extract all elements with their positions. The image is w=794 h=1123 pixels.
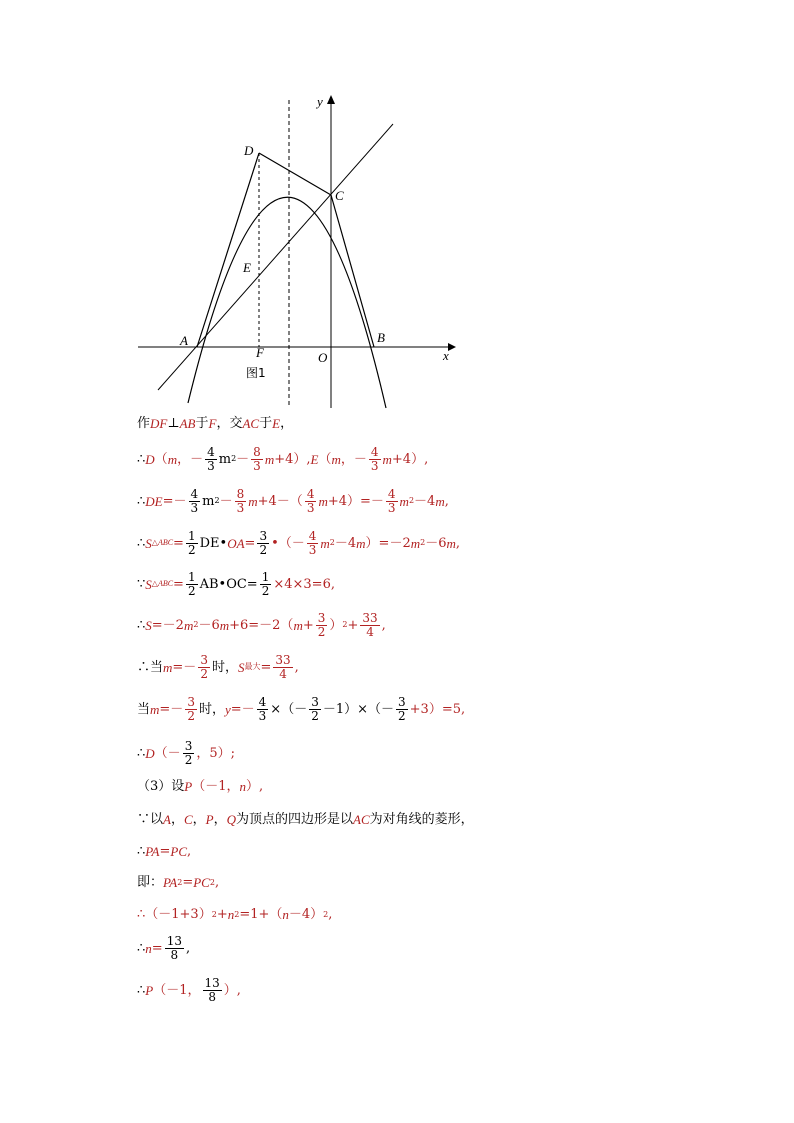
exponent: 2	[420, 538, 426, 548]
therefore-symbol: ∴	[137, 982, 146, 998]
text: =－	[162, 493, 187, 509]
text: +4）,	[274, 451, 311, 467]
var: m	[435, 493, 445, 509]
var: m	[446, 535, 456, 551]
exponent: 2	[193, 620, 199, 630]
exponent: 2	[214, 496, 220, 506]
fraction	[360, 612, 379, 638]
var: S	[145, 617, 152, 633]
numerator: 3	[187, 695, 195, 709]
var: E	[272, 416, 281, 431]
fraction	[273, 654, 292, 680]
var: n	[239, 779, 247, 794]
text: （－1，	[153, 982, 201, 998]
segment-ad	[197, 153, 259, 347]
text: =－	[159, 701, 184, 717]
text: 于	[259, 416, 273, 431]
fraction	[316, 612, 328, 638]
triangle: △	[151, 538, 158, 548]
var: m	[320, 535, 330, 551]
numerator: 1	[261, 570, 270, 584]
label-f: F	[256, 345, 264, 360]
numerator: 33	[362, 611, 378, 625]
text: ）,	[246, 779, 264, 794]
text: ×（－	[270, 701, 308, 717]
exponent: 2	[323, 909, 329, 919]
var: A	[163, 812, 171, 827]
numerator: 3	[317, 611, 326, 625]
text: ∴（－1+3）	[137, 907, 212, 922]
denominator: 8	[170, 947, 179, 962]
text: AB•OC=	[199, 576, 258, 592]
segment-cb	[331, 195, 374, 347]
text: －4）	[288, 907, 324, 922]
text: +4）=－	[327, 493, 384, 509]
text: +	[302, 617, 314, 633]
denominator: 2	[259, 542, 268, 557]
text: ,	[455, 535, 461, 551]
text: 当	[137, 701, 151, 717]
denominator: 2	[311, 708, 319, 723]
text: （	[154, 451, 168, 467]
fraction	[165, 935, 184, 961]
text: ，－	[177, 451, 204, 467]
denominator: 3	[308, 542, 317, 557]
text: =	[151, 940, 163, 956]
label-e: E	[243, 260, 251, 275]
var: m	[356, 535, 366, 551]
fraction	[260, 571, 272, 597]
denominator: 2	[200, 666, 208, 681]
text: ,	[214, 875, 220, 890]
text: ，	[280, 416, 294, 431]
numerator: 3	[184, 739, 193, 753]
label-d: D	[244, 143, 254, 158]
text: （3）设	[137, 779, 185, 794]
text: ，	[170, 812, 184, 827]
text: ，	[192, 812, 206, 827]
text: ，5）;	[196, 745, 235, 761]
solution-line-5	[137, 571, 335, 597]
because-symbol: ∵	[137, 576, 146, 592]
therefore-symbol: ∴	[137, 535, 146, 551]
denominator: 3	[370, 458, 379, 473]
var: m	[183, 617, 194, 633]
figure-caption: 图1	[246, 366, 266, 380]
text: m	[218, 451, 232, 467]
text: DE•	[199, 535, 228, 551]
subscript: 最大	[244, 662, 261, 672]
line-ac	[158, 124, 393, 390]
var: S	[145, 535, 152, 551]
solution-line-8	[137, 696, 465, 722]
text: =	[260, 659, 272, 675]
numerator: 3	[259, 529, 268, 543]
solution-line-14	[137, 908, 332, 921]
text: （－1，	[192, 779, 240, 794]
var: m	[248, 493, 258, 509]
numerator: 4	[306, 487, 315, 501]
text: ⊥	[167, 416, 180, 431]
text: =	[244, 535, 256, 551]
text: ,	[444, 493, 449, 509]
text: 为顶点的四边形是以	[236, 812, 354, 827]
text: =	[173, 576, 184, 592]
var: DE	[145, 493, 163, 509]
text: ∴当	[137, 659, 164, 675]
numerator: 8	[253, 445, 261, 459]
var: y	[224, 701, 231, 717]
var: m	[399, 493, 409, 509]
fraction	[205, 446, 217, 472]
y-axis-arrow	[327, 95, 335, 104]
var: OA	[227, 535, 245, 551]
text: +	[347, 617, 359, 633]
denominator: 2	[187, 542, 196, 557]
fraction	[186, 571, 198, 597]
var: m	[219, 617, 230, 633]
solution-line-13	[137, 876, 219, 889]
var: S	[145, 576, 152, 592]
numerator: 4	[308, 529, 317, 543]
fraction	[386, 488, 398, 514]
var: m	[150, 701, 160, 717]
var: P	[145, 982, 154, 998]
text: （	[318, 451, 332, 467]
fraction	[309, 696, 321, 722]
therefore-symbol: ∴	[137, 844, 146, 859]
var: m	[410, 535, 421, 551]
denominator: 2	[187, 708, 195, 723]
var: m	[293, 617, 303, 633]
text: ×4×3=6,	[273, 576, 335, 592]
var: m	[264, 451, 275, 467]
solution-line-16	[137, 977, 241, 1003]
solution-line-12	[137, 845, 191, 858]
text: 于	[195, 416, 209, 431]
label-a: A	[180, 333, 188, 348]
text: ,	[294, 659, 299, 675]
x-axis-arrow	[448, 343, 456, 351]
var: n	[227, 907, 235, 922]
denominator: 3	[306, 500, 315, 515]
parabola-figure	[130, 90, 470, 410]
denominator: 3	[207, 458, 215, 473]
text: =－	[230, 701, 255, 717]
denominator: 3	[253, 458, 261, 473]
var: S	[237, 659, 245, 675]
var: n	[145, 940, 152, 956]
var: n	[282, 907, 289, 922]
numerator: 33	[275, 653, 291, 667]
var: AC	[353, 812, 370, 827]
var: m	[163, 659, 173, 675]
var: AC	[242, 416, 260, 431]
text: －	[236, 451, 250, 467]
text: ∵以	[137, 812, 164, 827]
text: －4	[414, 493, 436, 509]
numerator: 3	[311, 695, 319, 709]
numerator: 13	[204, 976, 220, 990]
label-c: C	[335, 188, 344, 203]
subscript-var: ABC	[157, 538, 174, 548]
text: －4	[334, 535, 357, 551]
exponent: 2	[234, 909, 240, 919]
label-o: O	[318, 350, 328, 365]
text: ,	[381, 617, 386, 633]
var: m	[331, 451, 341, 467]
text: ，－	[340, 451, 367, 467]
label-b: B	[377, 330, 385, 345]
text: ,	[185, 940, 191, 956]
denominator: 2	[184, 752, 193, 767]
text: 作	[137, 416, 151, 431]
var: P	[184, 779, 193, 794]
fraction	[198, 654, 210, 680]
denominator: 3	[190, 500, 199, 515]
var: m	[167, 451, 178, 467]
solution-line-3	[137, 488, 449, 514]
text: ,	[328, 907, 333, 922]
numerator: 4	[190, 487, 199, 501]
triangle: △	[151, 579, 158, 589]
therefore-symbol: ∴	[137, 940, 146, 956]
fraction	[189, 488, 201, 514]
var: PC	[170, 844, 188, 859]
fraction	[251, 446, 263, 472]
var: m	[318, 493, 328, 509]
numerator: 4	[387, 487, 396, 501]
denominator: 2	[317, 624, 326, 639]
text: 时，	[211, 659, 238, 675]
exponent: 2	[211, 909, 217, 919]
numerator: 1	[187, 570, 196, 584]
solution-line-6	[137, 612, 386, 638]
text: －1）×（－	[322, 701, 395, 717]
denominator: 3	[387, 500, 396, 515]
therefore-symbol: ∴	[137, 745, 146, 761]
parabola-curve	[188, 197, 386, 408]
denominator: 3	[236, 500, 245, 515]
var: D	[145, 451, 155, 467]
text: +	[216, 907, 228, 922]
text: +3）=5,	[409, 701, 466, 717]
text: =	[159, 844, 171, 859]
var: DF	[150, 416, 168, 431]
solution-line-15	[137, 935, 190, 961]
numerator: 3	[398, 695, 406, 709]
var: F	[208, 416, 217, 431]
text: －6	[198, 617, 220, 633]
text: m	[202, 493, 215, 509]
fraction	[235, 488, 247, 514]
solution-line-4	[137, 530, 460, 556]
solution-line-2	[137, 446, 428, 472]
solution-line-11	[137, 813, 474, 826]
var: PA	[163, 875, 178, 890]
text: ）,	[223, 982, 241, 998]
numerator: 4	[207, 445, 215, 459]
label-x: x	[443, 348, 449, 363]
text: =－2	[151, 617, 184, 633]
exponent: 2	[329, 538, 335, 548]
numerator: 4	[258, 695, 267, 709]
denominator: 4	[279, 666, 287, 681]
exponent: 2	[342, 620, 348, 630]
text: +4－（	[257, 493, 303, 509]
subscript	[152, 539, 173, 547]
solution-line-9	[137, 740, 235, 766]
text: ，	[213, 812, 227, 827]
text: =	[173, 535, 184, 551]
text: ,	[187, 844, 192, 859]
exponent: 2	[209, 877, 215, 887]
text: －6	[425, 535, 447, 551]
fraction	[183, 740, 195, 766]
text: =	[182, 875, 194, 890]
fraction	[307, 530, 319, 556]
exponent: 2	[177, 877, 183, 887]
denominator: 2	[398, 708, 406, 723]
denominator: 4	[366, 624, 374, 639]
text: 为对角线的菱形，	[369, 812, 474, 827]
segment-dc	[259, 153, 331, 195]
numerator: 4	[370, 445, 379, 459]
solution-line-10	[137, 780, 263, 793]
fraction	[203, 977, 222, 1003]
text: －	[219, 493, 233, 509]
denominator: 2	[261, 583, 270, 598]
numerator: 13	[166, 934, 182, 948]
numerator: 3	[200, 653, 208, 667]
fraction	[185, 696, 197, 722]
exponent: 2	[408, 496, 415, 506]
var: m	[382, 451, 392, 467]
subscript-var: ABC	[157, 579, 174, 589]
fraction	[257, 530, 269, 556]
text: ）=－2	[365, 535, 411, 551]
text: +6=－2（	[229, 617, 294, 633]
numerator: 8	[236, 487, 245, 501]
therefore-symbol: ∴	[137, 493, 146, 509]
var: D	[145, 745, 155, 761]
fraction	[186, 530, 198, 556]
fraction	[305, 488, 317, 514]
var: E	[310, 451, 319, 467]
fraction	[369, 446, 381, 472]
therefore-symbol: ∴	[137, 617, 146, 633]
var: Q	[226, 812, 237, 827]
var: PA	[145, 844, 160, 859]
text: =－	[172, 659, 197, 675]
text: ）	[329, 617, 343, 633]
solution-line-1	[137, 417, 293, 430]
text: （－	[154, 745, 181, 761]
denominator: 8	[208, 989, 216, 1004]
exponent: 2	[231, 454, 237, 464]
var: AB	[179, 416, 196, 431]
therefore-symbol: ∴	[137, 451, 146, 467]
numerator: 1	[187, 529, 196, 543]
label-y: y	[317, 94, 323, 109]
text: 时，	[198, 701, 225, 717]
text: +4）,	[391, 451, 429, 467]
solution-line-7	[137, 654, 299, 680]
var: C	[183, 812, 193, 827]
fraction	[257, 696, 269, 722]
fraction	[396, 696, 408, 722]
text: •（－	[271, 535, 305, 551]
text: =1+（	[239, 907, 283, 922]
denominator: 3	[258, 708, 267, 723]
text: ，交	[216, 416, 243, 431]
var: P	[205, 812, 214, 827]
denominator: 2	[187, 583, 196, 598]
subscript	[152, 580, 173, 588]
var: PC	[193, 875, 210, 890]
text: 即：	[137, 875, 164, 890]
